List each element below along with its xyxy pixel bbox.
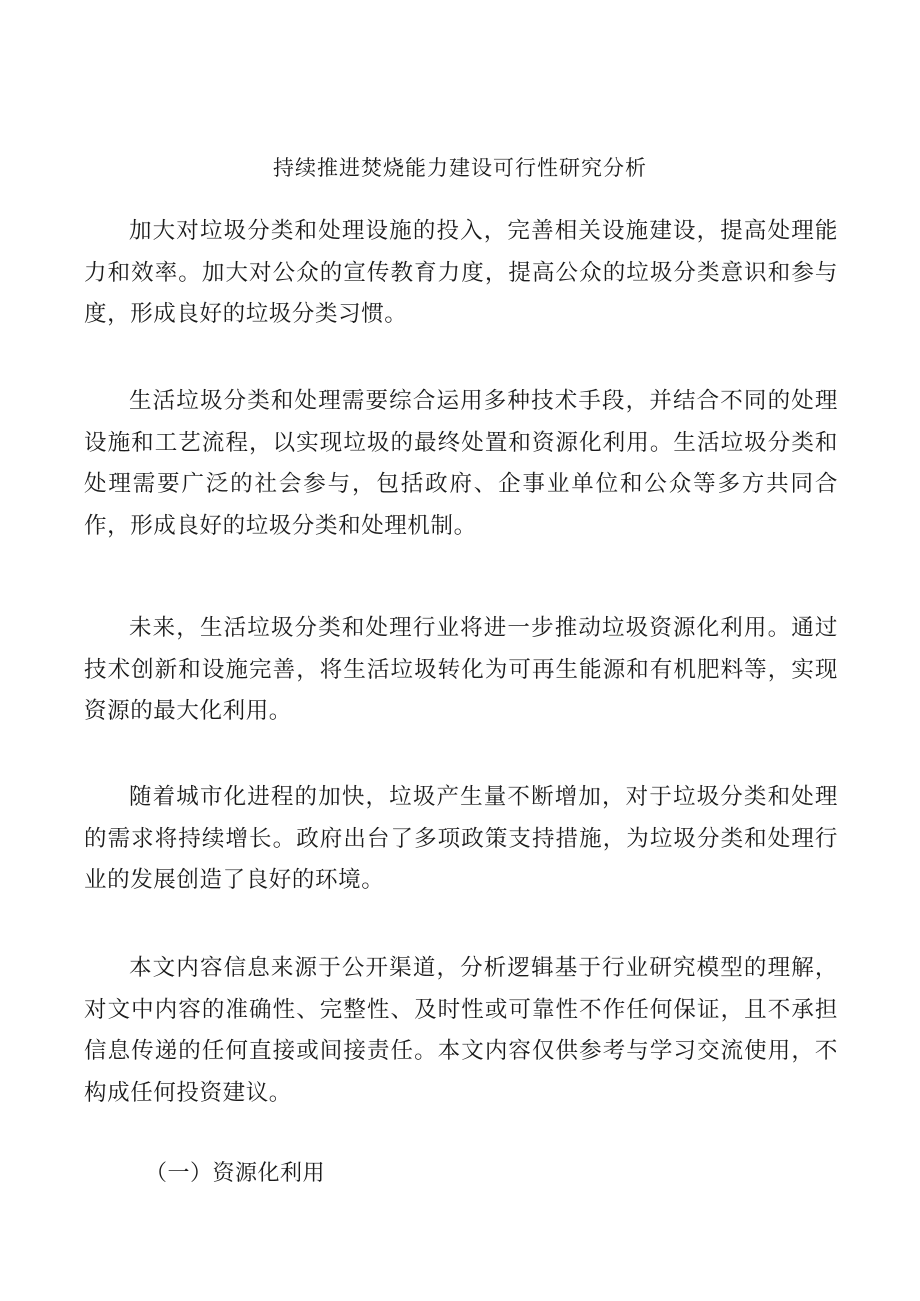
paragraph-facility-investment: 加大对垃圾分类和处理设施的投入，完善相关设施建设，提高处理能力和效率。加大对公众的宣传教育力度，提高公众的垃圾分类意识和参与度，形成良好的垃圾分类习惯。 [84,218,838,327]
paragraph-future-outlook: 未来，生活垃圾分类和处理行业将进一步推动垃圾资源化利用。通过技术创新和设施完善，将生活垃圾转化为可再生能源和有机肥料等，实现资源的最大化利用。 [84,615,838,724]
document-title: 持续推进焚烧能力建设可行性研究分析 [273,156,647,180]
section-heading: （一）资源化利用 [145,1161,326,1186]
paragraph-disclaimer: 本文内容信息来源于公开渠道，分析逻辑基于行业研究模型的理解，对文中内容的准确性、完整性、及时性或可靠性不作任何保证，且不承担信息传递的任何直接或间接责任。本文内容仅供参考与学习交流使用，不构成任何投资建议。 [84,955,838,1106]
paragraph-urbanization-demand: 随着城市化进程的加快，垃圾产生量不断增加，对于垃圾分类和处理的需求将持续增长。政府出台了多项政策支持措施，为垃圾分类和处理行业的发展创造了良好的环境。 [84,784,838,893]
paragraph-technical-means: 生活垃圾分类和处理需要综合运用多种技术手段，并结合不同的处理设施和工艺流程，以实现垃圾的最终处置和资源化利用。生活垃圾分类和处理需要广泛的社会参与，包括政府、企事业单位和公众等多方共同合作，形成良好的垃圾分类和处理机制。 [84,388,838,539]
